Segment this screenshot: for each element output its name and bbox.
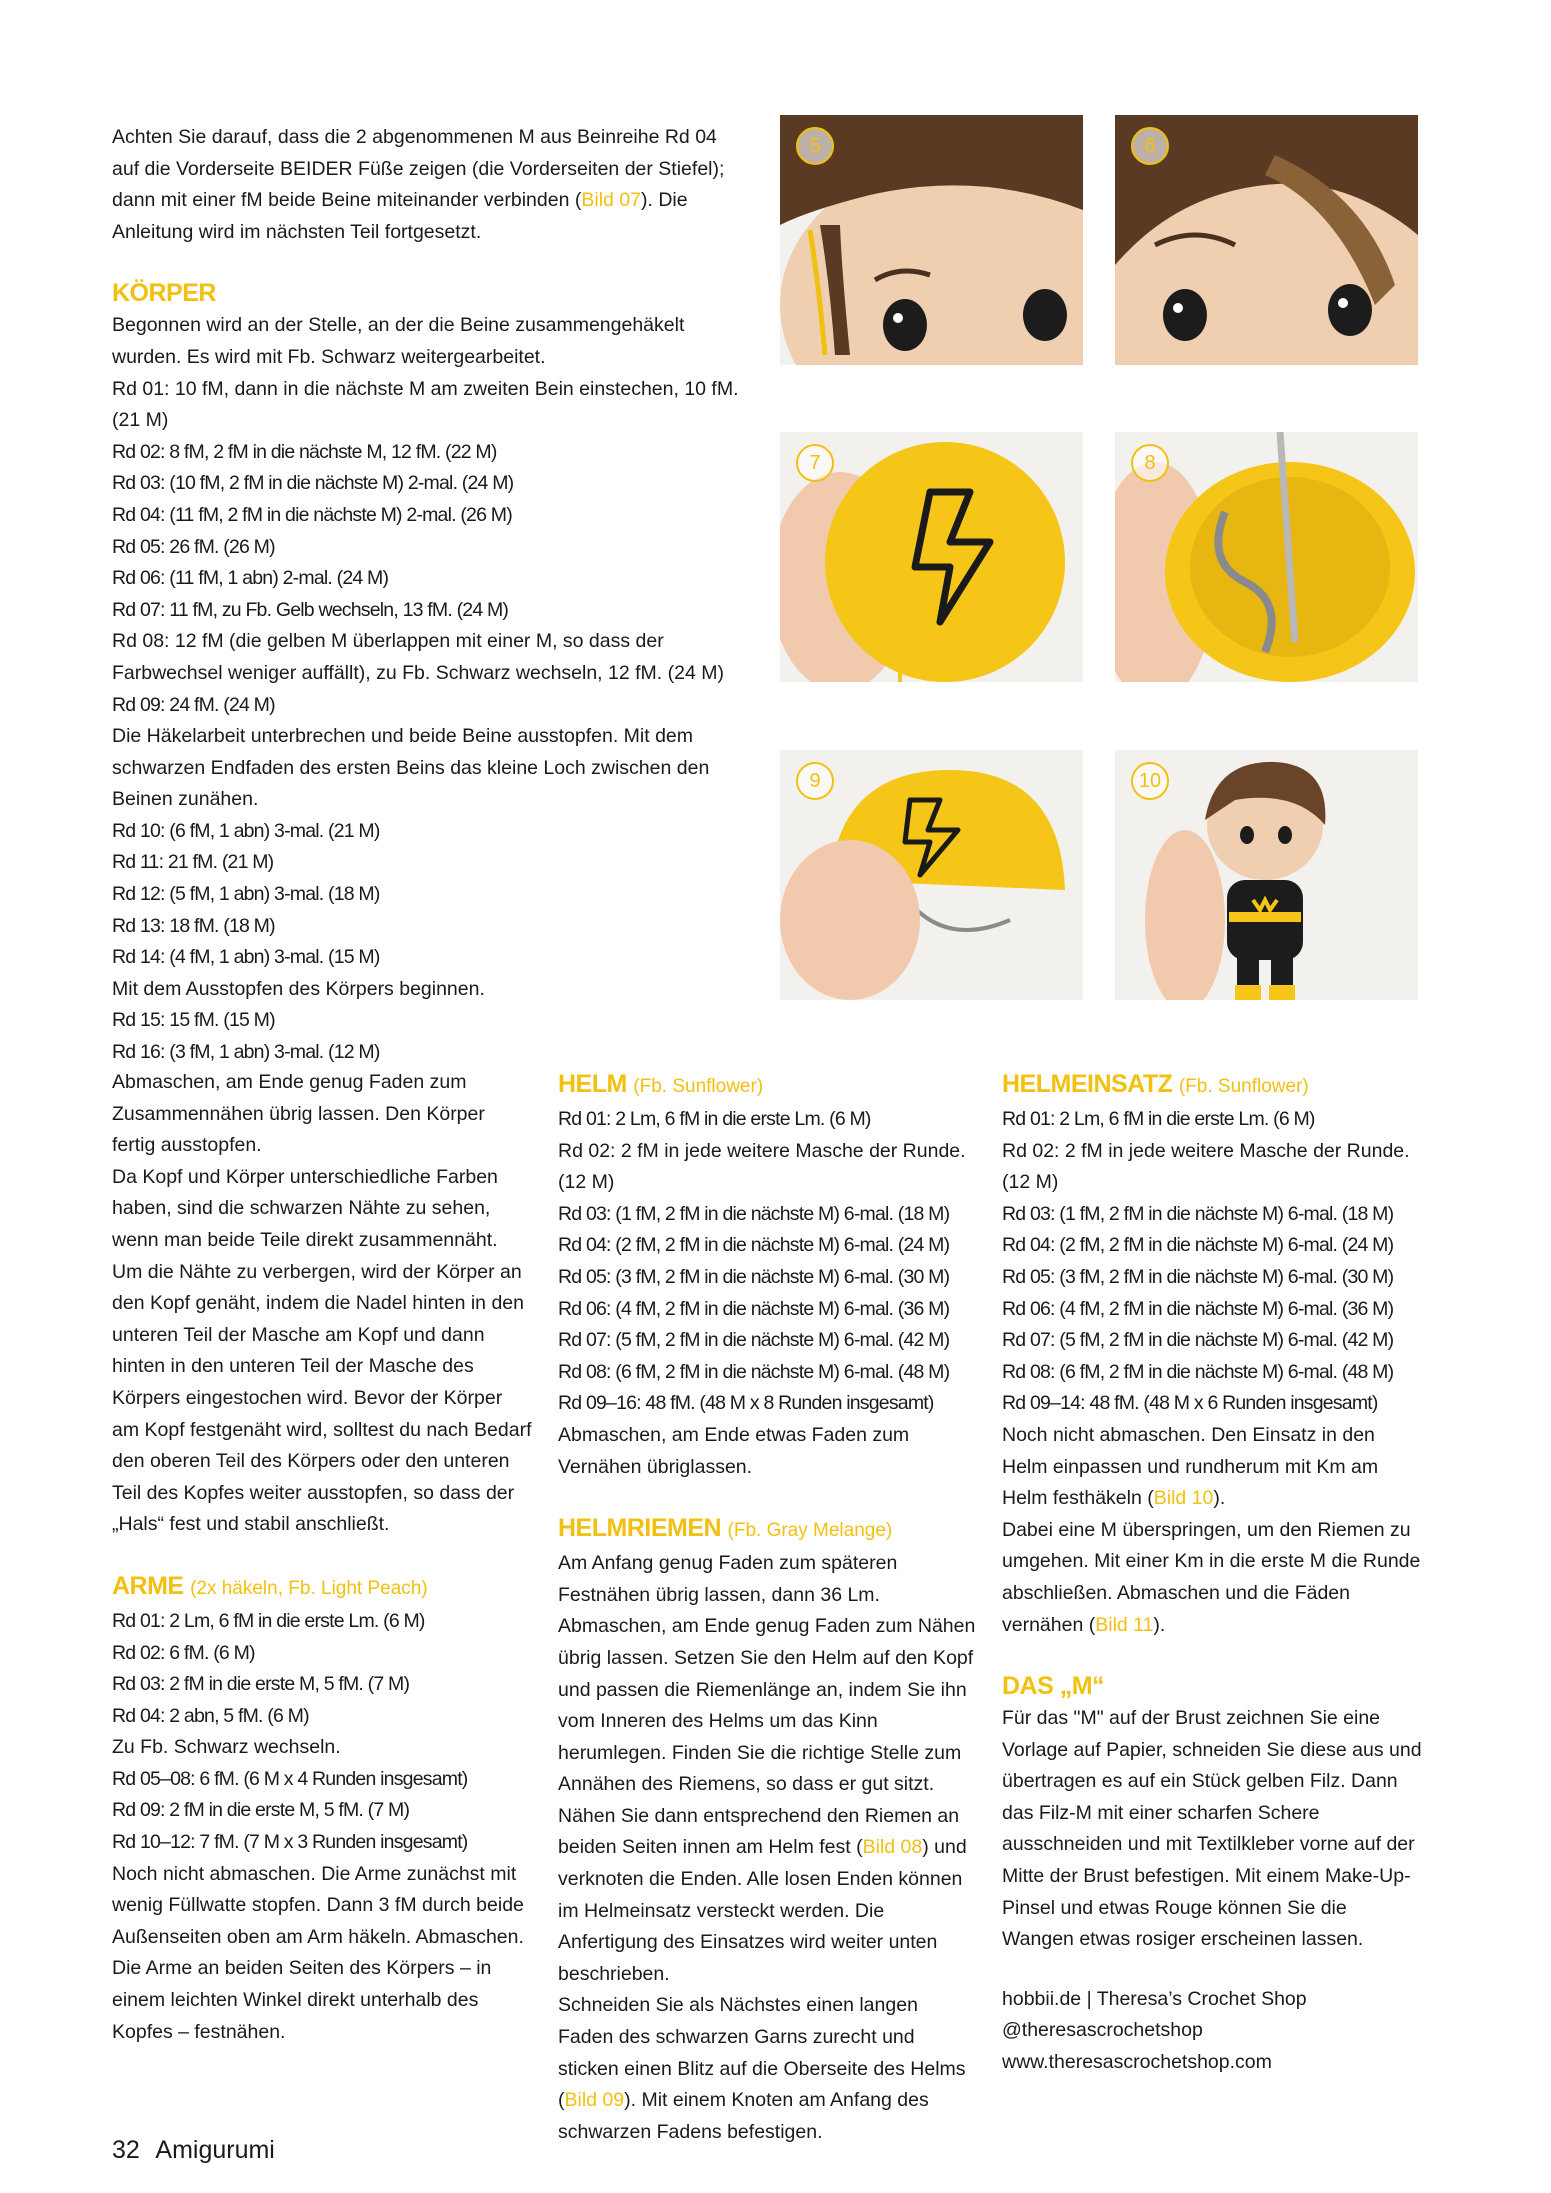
page-footer (112, 2136, 285, 2165)
photo-number-badge: 8 (1131, 444, 1169, 482)
paragraph: Da Kopf und Körper unterschiedliche Farben haben, sind die schwarzen Nähte zu sehen, wenn man beide Teile direkt zusammennäht. Um die Nähte zu verbergen, wird der Körper an den Kopf genäht, indem die Nadel hinten in den unteren Teil der Masche am Kopf und dann hinten in den unteren Teil der Masche des Körpers eingestochen wird. Bevor der Körper am Kopf festgenäht wird, solltest du nach Bedarf den oberen Teil des Körpers oder den unteren Teil des Kopfes weiter ausstopfen, so dass der „Hals“ fest und stabil anschließt. (112, 1165, 532, 1536)
photo-6 (1115, 115, 1418, 365)
instruction-line: Begonnen wird an der Stelle, an der die Beine zusammengehäkelt wurden. Es wird mit Fb. Schwarz weitergearbeitet. (112, 314, 685, 368)
instruction-line: Rd 06: (11 fM, 1 abn) 2-mal. (24 M) (112, 567, 389, 590)
credit-shop: hobbii.de | Theresa’s Crochet Shop (1002, 1987, 1307, 2010)
instruction-line: Rd 11: 21 fM. (21 M) (112, 851, 274, 874)
instruction-line: Rd 12: (5 fM, 1 abn) 3-mal. (18 M) (112, 883, 380, 906)
paragraph: Für das "M" auf der Brust zeichnen Sie eine Vorlage auf Papier, schneiden Sie diese aus und übertragen es auf ein Stück gelben Filz. Dann das Filz-M mit einer scharfen Schere ausschneiden und mit Textilkleber vorne auf der Mitte der Brust befestigen. Mit einem Make-Up-Pinsel und etwas Rouge können Sie die Wangen etwas rosiger erscheinen lassen. (1002, 1707, 1422, 1951)
instruction-line: Rd 04: (2 fM, 2 fM in die nächste M) 6-mal. (24 M) (1002, 1234, 1394, 1257)
instruction-line: Rd 04: 2 abn, 5 fM. (6 M) (112, 1704, 309, 1727)
instruction-line: Rd 08: 12 fM (die gelben M überlappen mit einer M, so dass der Farbwechsel weniger auffällt), zu Fb. Schwarz wechseln, 12 fM. (24 M) (112, 630, 724, 684)
photo-number-badge: 7 (796, 444, 834, 482)
paragraph: Noch nicht abmaschen. Die Arme zunächst mit wenig Füllwatte stopfen. Dann 3 fM durch beide Außenseiten oben am Arm häkeln. Abmaschen. Die Arme an beiden Seiten des Körpers – in einem leichten Winkel direkt unterhalb des Kopfes – festnähen. (112, 1862, 524, 2043)
instruction-line: Zu Fb. Schwarz wechseln. (112, 1736, 341, 1759)
photo-number-badge: 10 (1131, 762, 1169, 800)
paragraph: Abmaschen, am Ende genug Faden zum Zusammennähen übrig lassen. Den Körper fertig ausstopfen. (112, 1071, 485, 1157)
instruction-line: Rd 01: 2 Lm, 6 fM in die erste Lm. (6 M) (112, 1609, 425, 1632)
image-reference: Bild 11 (1095, 1613, 1154, 1636)
instruction-line: Rd 02: 8 fM, 2 fM in die nächste M, 12 fM. (22 M) (112, 440, 497, 463)
paragraph: Abmaschen, am Ende genug Faden zum Nähen übrig lassen. Setzen Sie den Helm auf den Kopf und passen die Riemenlänge an, indem Sie ihn vom Inneren des Helms um das Kinn herumlegen. Finden Sie die richtige Stelle zum Annähen des Riemens, so dass er gut sitzt. Nähen Sie dann entsprechend den Riemen an beiden Seiten innen am Helm fest (Bild 08) und verknoten die Enden. Alle losen Enden können im Helmeinsatz versteckt werden. Die Anfertigung des Einsatzes wird weiter unten beschrieben. (558, 1615, 976, 1985)
credit-handle: @theresascrochetshop (1002, 2019, 1203, 2042)
photo-number-badge: 6 (1131, 127, 1169, 165)
instruction-line: Rd 06: (4 fM, 2 fM in die nächste M) 6-mal. (36 M) (558, 1297, 950, 1320)
instruction-line: Rd 03: 2 fM in die erste M, 5 fM. (7 M) (112, 1673, 410, 1696)
instruction-line: Rd 05: (3 fM, 2 fM in die nächste M) 6-mal. (30 M) (558, 1265, 950, 1288)
instruction-line: Rd 10–12: 7 fM. (7 M x 3 Runden insgesamt) (112, 1831, 468, 1854)
instruction-line: Rd 05: 26 fM. (26 M) (112, 535, 275, 558)
intro-paragraph: Achten Sie darauf, dass die 2 abgenommenen M aus Beinreihe Rd 04 auf die Vorderseite BEIDER Füße zeigen (die Vorderseiten der Stiefel); dann mit einer fM beide Beine miteinander verbinden (Bild 07). Die Anleitung wird im nächsten Teil fortgesetzt. (112, 126, 725, 243)
photo-number-badge: 9 (796, 762, 834, 800)
magazine-section: Amigurumi (155, 2136, 275, 2164)
image-reference: Bild 09 (564, 2089, 625, 2112)
section-heading-das-m: DAS „M“ (1002, 1672, 1105, 1701)
instruction-line: Rd 03: (1 fM, 2 fM in die nächste M) 6-mal. (18 M) (558, 1202, 950, 1225)
image-reference: Bild 10 (1153, 1487, 1214, 1510)
instruction-line: Rd 08: (6 fM, 2 fM in die nächste M) 6-mal. (48 M) (558, 1360, 950, 1383)
credit-website: www.theresascrochetshop.com (1002, 2051, 1272, 2074)
image-reference: Bild 08 (862, 1836, 923, 1859)
instruction-line: Rd 04: (11 fM, 2 fM in die nächste M) 2-mal. (26 M) (112, 503, 512, 526)
instruction-line: Mit dem Ausstopfen des Körpers beginnen. (112, 977, 485, 1000)
instruction-line: Rd 09: 24 fM. (24 M) (112, 693, 275, 716)
section-heading-koerper: KÖRPER (112, 279, 216, 308)
column-3 (1002, 1067, 1422, 2079)
page-number: 32 (112, 2136, 140, 2164)
photo-8 (1115, 432, 1418, 682)
instruction-line: Rd 16: (3 fM, 1 abn) 3-mal. (12 M) (112, 1041, 380, 1064)
paragraph: Noch nicht abmaschen. Den Einsatz in den Helm einpassen und rundherum mit Km am Helm festhäkeln (Bild 10). (1002, 1423, 1379, 1510)
photo-number-badge: 5 (796, 127, 834, 165)
section-heading-helm: HELM (Fb. Sunflower) (558, 1070, 764, 1098)
instruction-line: Rd 06: (4 fM, 2 fM in die nächste M) 6-mal. (36 M) (1002, 1297, 1394, 1320)
instruction-line: Rd 05–08: 6 fM. (6 M x 4 Runden insgesamt) (112, 1767, 468, 1790)
section-heading-arme: ARME (2x häkeln, Fb. Light Peach) (112, 1571, 428, 1600)
instruction-line: Rd 07: (5 fM, 2 fM in die nächste M) 6-mal. (42 M) (1002, 1329, 1394, 1352)
paragraph: Schneiden Sie als Nächstes einen langen Faden des schwarzen Garns zurecht und sticken einen Blitz auf die Oberseite des Helms (Bild 09). Mit einem Knoten am Anfang des schwarzen Fadens befestigen. (558, 1994, 966, 2143)
instruction-line: Rd 09–14: 48 fM. (48 M x 6 Runden insgesamt) (1002, 1392, 1378, 1415)
column-2 (558, 1067, 978, 2148)
instruction-line: Rd 07: 11 fM, zu Fb. Gelb wechseln, 13 fM. (24 M) (112, 598, 509, 621)
photo-9 (780, 750, 1083, 1000)
instruction-line: Rd 01: 10 fM, dann in die nächste M am zweiten Bein einstechen, 10 fM. (21 M) (112, 377, 739, 432)
instruction-line: Rd 03: (10 fM, 2 fM in die nächste M) 2-mal. (24 M) (112, 472, 514, 495)
instruction-line: Rd 02: 2 fM in jede weitere Masche der Runde. (12 M) (1002, 1139, 1410, 1194)
image-reference: Bild 07 (581, 189, 641, 212)
intro-column (112, 122, 742, 1069)
paragraph: Abmaschen, am Ende etwas Faden zum Vernähen übriglassen. (558, 1423, 910, 1478)
photo-5 (780, 115, 1083, 365)
instruction-line: Rd 01: 2 Lm, 6 fM in die erste Lm. (6 M) (558, 1108, 871, 1130)
instruction-line: Rd 09: 2 fM in die erste M, 5 fM. (7 M) (112, 1799, 410, 1822)
instruction-line: Rd 03: (1 fM, 2 fM in die nächste M) 6-mal. (18 M) (1002, 1202, 1394, 1225)
instruction-line: Rd 01: 2 Lm, 6 fM in die erste Lm. (6 M) (1002, 1108, 1315, 1130)
section-heading-helmriemen: HELMRIEMEN (Fb. Gray Melange) (558, 1514, 893, 1543)
instruction-line: Rd 14: (4 fM, 1 abn) 3-mal. (15 M) (112, 946, 380, 969)
paragraph: Am Anfang genug Faden zum späteren Festnähen übrig lassen, dann 36 Lm. (558, 1552, 898, 1606)
photo-10 (1115, 750, 1418, 1000)
instruction-line: Rd 13: 18 fM. (18 M) (112, 914, 275, 937)
instruction-line: Rd 09–16: 48 fM. (48 M x 8 Runden insgesamt) (558, 1392, 934, 1415)
instruction-line: Rd 15: 15 fM. (15 M) (112, 1009, 275, 1032)
instruction-line: Rd 10: (6 fM, 1 abn) 3-mal. (21 M) (112, 819, 380, 842)
instruction-line: Rd 04: (2 fM, 2 fM in die nächste M) 6-mal. (24 M) (558, 1234, 950, 1257)
section-heading-helmeinsatz: HELMEINSATZ (Fb. Sunflower) (1002, 1070, 1309, 1098)
instruction-line: Rd 05: (3 fM, 2 fM in die nächste M) 6-mal. (30 M) (1002, 1265, 1394, 1288)
paragraph: Dabei eine M überspringen, um den Riemen zu umgehen. Mit einer Km in die erste M die Runde abschließen. Abmaschen und die Fäden vernähen (Bild 11). (1002, 1518, 1421, 1636)
instruction-line: Rd 08: (6 fM, 2 fM in die nächste M) 6-mal. (48 M) (1002, 1360, 1394, 1383)
instruction-line: Rd 07: (5 fM, 2 fM in die nächste M) 6-mal. (42 M) (558, 1329, 950, 1352)
instruction-line: Rd 02: 6 fM. (6 M) (112, 1641, 255, 1664)
column-1 (112, 1067, 532, 2048)
photo-7 (780, 432, 1083, 682)
instruction-line: Die Häkelarbeit unterbrechen und beide Beine ausstopfen. Mit dem schwarzen Endfaden des ersten Beins das kleine Loch zwischen den Beinen zunähen. (112, 725, 710, 811)
instruction-line: Rd 02: 2 fM in jede weitere Masche der Runde. (12 M) (558, 1139, 966, 1194)
